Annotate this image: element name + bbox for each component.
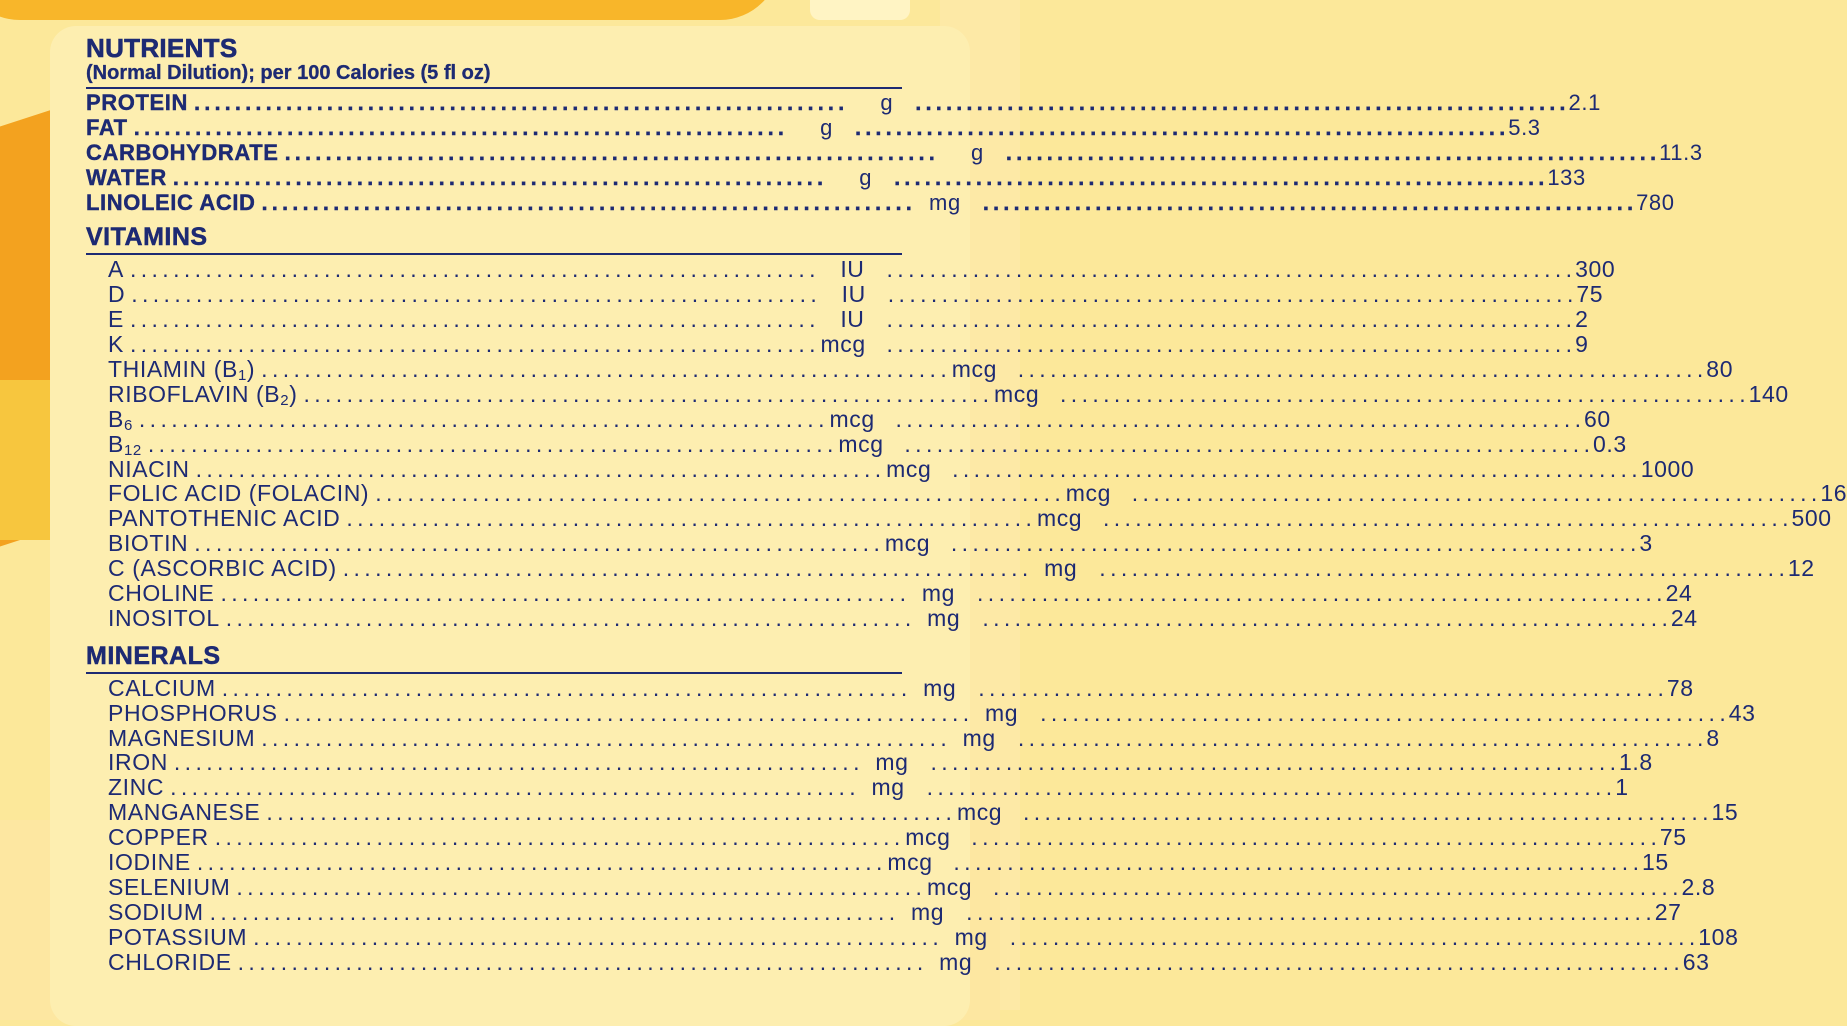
nutrient-row	[86, 699, 1756, 726]
nutrient-unit: mcg	[820, 331, 866, 358]
nutrient-unit: g	[880, 90, 894, 115]
nutrient-row	[86, 405, 1611, 434]
nutrient-label: IRON	[108, 749, 168, 776]
nutrient-row	[86, 555, 1815, 582]
nutrient-unit: mcg	[884, 530, 931, 557]
label-cell	[86, 91, 849, 116]
nutrient-row	[86, 898, 1682, 925]
value-cell	[872, 166, 1586, 191]
nutrient-unit: mg	[911, 898, 945, 925]
value-cell	[893, 91, 1601, 116]
value-cell	[949, 825, 1686, 850]
leader-dots	[883, 257, 1576, 282]
leader-dots	[337, 556, 1034, 581]
nutrient-label: ZINC	[108, 774, 165, 801]
nutrient-row	[86, 824, 1687, 851]
nutrient-row	[86, 530, 1653, 557]
nutrient-label: CHLORIDE	[108, 948, 232, 975]
value-cell	[873, 407, 1610, 432]
leader-dots	[978, 606, 1671, 631]
nutrient-row	[86, 356, 1734, 385]
label-cell	[86, 356, 952, 385]
label-cell	[86, 701, 974, 726]
label-subscript: 2	[280, 391, 290, 409]
page-subtitle: (Normal Dilution); per 100 Calories (5 fl oz)	[86, 62, 491, 84]
nutrient-row	[86, 480, 1847, 507]
nutrient-row	[86, 774, 1629, 801]
label-tail: )	[246, 356, 256, 383]
label-cell	[86, 875, 927, 900]
nutrient-row	[86, 948, 1710, 975]
nutrient-value: 2.8	[1681, 873, 1716, 900]
leader-dots	[1002, 141, 1659, 166]
leader-dots	[962, 900, 1655, 925]
leader-dots	[1056, 382, 1749, 407]
leader-dots	[948, 457, 1641, 482]
nutrient-row	[86, 331, 1589, 358]
leader-dots	[973, 581, 1666, 606]
label-cell	[86, 116, 789, 141]
leader-dots	[967, 825, 1660, 850]
nutrient-unit: mg	[962, 724, 996, 751]
divider	[86, 253, 902, 255]
leader-dots	[247, 925, 944, 950]
nutrient-row	[86, 923, 1739, 950]
leader-dots	[1099, 506, 1792, 531]
label-cell	[86, 407, 829, 432]
nutrient-value: 15	[1711, 799, 1739, 826]
nutrient-row	[86, 873, 1716, 900]
leader-dots	[900, 432, 1593, 457]
nutrient-unit: mg	[1044, 555, 1078, 582]
nutrients-list	[86, 90, 1703, 215]
leader-dots	[851, 116, 1508, 141]
value-cell	[960, 606, 1697, 631]
nutrient-unit: IU	[840, 306, 865, 333]
nutrient-value: 15	[1641, 849, 1669, 876]
leader-dots	[884, 282, 1577, 307]
bg-shape	[0, 0, 780, 20]
label-cell	[86, 556, 1033, 581]
nutrient-label: POTASSIUM	[108, 923, 248, 950]
nutrient-label: PANTOTHENIC ACID	[108, 505, 341, 532]
nutrient-value: 16	[1820, 480, 1847, 507]
leader-dots	[883, 307, 1576, 332]
label-cell	[86, 506, 1037, 531]
value-cell	[1038, 382, 1789, 407]
nutrient-label: A	[108, 256, 124, 283]
nutrient-value: 12	[1787, 555, 1815, 582]
value-cell	[833, 116, 1541, 141]
nutrient-unit: mg	[939, 948, 973, 975]
label-cell	[86, 282, 822, 307]
nutrient-row	[86, 505, 1832, 532]
leader-dots	[974, 676, 1667, 701]
leader-dots	[256, 191, 917, 216]
nutrient-row	[86, 306, 1589, 333]
nutrient-unit: mg	[927, 604, 961, 631]
label-cell	[86, 332, 821, 357]
nutrient-row	[86, 674, 1694, 701]
nutrient-row	[86, 455, 1695, 482]
nutrient-label	[108, 356, 256, 385]
page-title: NUTRIENTS	[86, 33, 238, 63]
leader-dots	[1095, 556, 1788, 581]
leader-dots	[164, 775, 861, 800]
leader-dots	[883, 332, 1576, 357]
nutrient-label: WATER	[86, 164, 167, 190]
nutrient-value: 24	[1665, 580, 1693, 607]
leader-dots	[190, 457, 887, 482]
leader-dots	[124, 332, 821, 357]
nutrient-label: CHOLINE	[108, 580, 215, 607]
value-cell	[865, 257, 1616, 282]
nutrient-value: 78	[1666, 674, 1694, 701]
label-cell	[86, 531, 885, 556]
divider	[86, 87, 902, 89]
nutrient-value: 8	[1706, 724, 1720, 751]
nutrient-value: 5.3	[1508, 114, 1541, 140]
label-cell	[86, 775, 861, 800]
leader-dots	[947, 531, 1640, 556]
nutrient-unit: mcg	[1036, 505, 1083, 532]
nutrient-unit: mcg	[887, 849, 933, 876]
nutrient-unit: mcg	[829, 405, 875, 432]
divider	[86, 672, 902, 674]
leader-dots	[230, 875, 927, 900]
nutrient-label: BIOTIN	[108, 530, 189, 557]
label-cell	[86, 432, 838, 457]
nutrient-row	[86, 114, 1541, 141]
leader-dots	[124, 307, 821, 332]
nutrient-row	[86, 799, 1739, 826]
nutrient-unit: mcg	[926, 873, 973, 900]
leader-dots	[204, 900, 901, 925]
leader-dots	[232, 950, 929, 975]
value-cell	[1077, 556, 1814, 581]
leader-dots	[297, 382, 994, 407]
label-cell	[86, 750, 864, 775]
label-cell	[86, 925, 944, 950]
nutrient-value: 11.3	[1659, 139, 1703, 165]
leader-dots	[989, 875, 1682, 900]
nutrient-unit: mg	[985, 699, 1019, 726]
label-cell	[86, 257, 821, 282]
leader-dots	[911, 91, 1568, 116]
value-cell	[1001, 800, 1738, 825]
label-cell	[86, 800, 957, 825]
minerals-heading: MINERALS	[86, 641, 221, 670]
nutrient-value: 1000	[1640, 455, 1695, 482]
nutrient-value: 60	[1584, 405, 1611, 432]
nutrient-unit: mg	[921, 580, 956, 607]
value-cell	[865, 332, 1589, 357]
value-cell	[956, 676, 1693, 701]
nutrient-value: 27	[1654, 898, 1682, 925]
vitamins-heading: VITAMINS	[86, 223, 208, 252]
nutrient-row	[86, 281, 1604, 308]
value-cell	[930, 457, 1694, 482]
value-cell	[929, 531, 1653, 556]
nutrient-unit: IU	[841, 281, 866, 308]
nutrient-unit: mg	[954, 923, 988, 950]
nutrient-unit: mg	[923, 674, 957, 701]
label-text: B	[108, 405, 124, 432]
minerals-list	[86, 674, 1756, 975]
label-cell	[86, 850, 887, 875]
label-tail: )	[289, 380, 298, 407]
leader-dots	[133, 407, 830, 432]
nutrient-value: 140	[1748, 380, 1789, 407]
leader-dots	[220, 606, 917, 631]
nutrient-label: CALCIUM	[108, 674, 216, 701]
label-cell	[86, 166, 828, 191]
nutrient-label: IODINE	[108, 849, 191, 876]
leader-dots	[255, 357, 952, 382]
nutrient-value: 75	[1659, 824, 1687, 851]
leader-dots	[340, 506, 1037, 531]
leader-dots	[990, 950, 1683, 975]
label-subscript: 12	[123, 441, 142, 459]
nutrient-label: MAGNESIUM	[108, 724, 256, 751]
label-cell	[86, 676, 912, 701]
value-cell	[944, 900, 1681, 925]
value-cell	[971, 875, 1715, 900]
label-subscript: 1	[237, 367, 247, 385]
nutrient-value: 43	[1728, 699, 1756, 726]
leader-dots	[191, 850, 888, 875]
nutrient-row	[86, 380, 1789, 409]
label-cell	[86, 382, 994, 407]
nutrient-value: 1.8	[1619, 749, 1653, 776]
nutrient-label: MANGANESE	[108, 799, 261, 826]
value-cell	[996, 357, 1733, 382]
value-cell	[866, 282, 1603, 307]
nutrient-label: K	[108, 331, 124, 358]
leader-dots	[168, 750, 865, 775]
value-cell	[984, 141, 1703, 166]
leader-dots	[926, 750, 1619, 775]
nutrient-row	[86, 430, 1627, 459]
nutrient-value: 133	[1547, 164, 1586, 190]
leader-dots	[278, 701, 975, 726]
label-text: B	[108, 430, 124, 457]
leader-dots	[124, 257, 821, 282]
leader-dots	[209, 825, 906, 850]
label-cell	[86, 581, 911, 606]
value-cell	[988, 925, 1739, 950]
nutrient-value: 0.3	[1592, 430, 1627, 457]
label-cell	[86, 726, 952, 751]
leader-dots	[923, 775, 1616, 800]
label-cell	[86, 825, 905, 850]
nutrient-row	[86, 90, 1601, 116]
nutrient-unit: mcg	[1065, 480, 1112, 507]
nutrient-unit: g	[820, 114, 833, 140]
leader-dots	[188, 531, 885, 556]
value-cell	[931, 850, 1668, 875]
leader-dots	[279, 141, 940, 166]
nutrient-label	[108, 382, 297, 407]
nutrient-unit: mcg	[838, 430, 884, 457]
nutrient-label: FOLIC ACID (FOLACIN)	[108, 480, 370, 507]
nutrient-row	[86, 189, 1675, 216]
leader-dots	[216, 676, 913, 701]
label-cell	[86, 191, 917, 216]
label-cell	[86, 900, 900, 925]
nutrient-unit: mcg	[951, 356, 997, 383]
nutrient-unit: mg	[875, 749, 909, 776]
nutrient-label: LINOLEIC ACID	[86, 189, 256, 215]
nutrient-label: C (ASCORBIC ACID)	[108, 555, 337, 582]
nutrient-row	[86, 139, 1703, 166]
label-cell	[86, 606, 916, 631]
value-cell	[905, 775, 1629, 800]
label-cell	[86, 457, 886, 482]
nutrient-label: COPPER	[108, 824, 209, 851]
nutrient-value: 9	[1575, 331, 1589, 358]
leader-dots	[125, 282, 822, 307]
nutrient-row	[86, 256, 1616, 283]
nutrient-label: SELENIUM	[108, 873, 231, 900]
value-cell	[1110, 481, 1847, 506]
leader-dots	[1036, 701, 1729, 726]
nutrient-value: 500	[1791, 505, 1832, 532]
label-text: THIAMIN (B	[108, 356, 238, 383]
value-cell	[1081, 506, 1832, 531]
leader-dots	[369, 481, 1066, 506]
value-cell	[908, 750, 1652, 775]
nutrient-label: CARBOHYDRATE	[86, 139, 279, 165]
value-cell	[1018, 701, 1755, 726]
nutrient-value: 75	[1576, 281, 1604, 308]
nutrient-value: 300	[1575, 256, 1616, 283]
nutrient-value: 80	[1706, 356, 1734, 383]
nutrient-value: 2	[1575, 306, 1589, 333]
bg-shape	[810, 0, 910, 20]
leader-dots	[890, 166, 1547, 191]
nutrient-row	[86, 580, 1693, 607]
leader-dots	[1006, 925, 1699, 950]
nutrient-unit: mg	[929, 189, 961, 215]
value-cell	[882, 432, 1626, 457]
nutrient-row	[86, 164, 1586, 191]
leader-dots	[167, 166, 828, 191]
nutrient-unit: mcg	[905, 824, 951, 851]
nutrient-unit: mcg	[886, 455, 932, 482]
nutrient-row	[86, 849, 1669, 876]
nutrient-row	[86, 724, 1720, 751]
nutrient-value: 108	[1698, 923, 1739, 950]
nutrient-label: PROTEIN	[86, 90, 188, 115]
leader-dots	[1014, 726, 1707, 751]
label-cell	[86, 950, 928, 975]
nutrient-label: SODIUM	[108, 898, 204, 925]
leader-dots	[891, 407, 1584, 432]
nutrition-facts	[86, 33, 1847, 975]
nutrient-value: 3	[1639, 530, 1653, 557]
nutrient-label: D	[108, 281, 126, 308]
vitamins-list	[86, 256, 1847, 631]
leader-dots	[260, 800, 957, 825]
nutrient-label: NIACIN	[108, 455, 190, 482]
nutrient-unit: g	[971, 139, 984, 165]
value-cell	[972, 950, 1709, 975]
nutrient-label: E	[108, 306, 124, 333]
label-cell	[86, 307, 821, 332]
leader-dots	[255, 726, 952, 751]
nutrient-label: PHOSPHORUS	[108, 699, 278, 726]
leader-dots	[1014, 357, 1707, 382]
value-cell	[865, 307, 1589, 332]
nutrient-value: 63	[1682, 948, 1710, 975]
nutrient-row	[86, 749, 1653, 776]
nutrient-label: FAT	[86, 114, 128, 140]
leader-dots	[188, 91, 849, 116]
nutrient-value: 780	[1636, 189, 1675, 215]
value-cell	[996, 726, 1720, 751]
nutrient-value: 2.1	[1568, 90, 1601, 115]
leader-dots	[128, 116, 789, 141]
value-cell	[961, 191, 1675, 216]
nutrient-value: 1	[1615, 774, 1629, 801]
nutrient-label: INOSITOL	[108, 604, 220, 631]
nutrient-value: 24	[1670, 604, 1698, 631]
nutrient-unit: g	[859, 164, 873, 190]
leader-dots	[214, 581, 911, 606]
nutrient-row	[86, 604, 1698, 631]
label-cell	[86, 481, 1066, 506]
leader-dots	[1019, 800, 1712, 825]
leader-dots	[979, 191, 1636, 216]
nutrient-label	[108, 432, 142, 457]
leader-dots	[142, 432, 839, 457]
value-cell	[955, 581, 1692, 606]
nutrient-label	[108, 407, 133, 432]
leader-dots	[949, 850, 1642, 875]
label-text: RIBOFLAVIN (B	[108, 380, 281, 407]
leader-dots	[1128, 481, 1821, 506]
label-subscript: 6	[123, 416, 133, 434]
nutrient-unit: mcg	[956, 799, 1003, 826]
nutrient-unit: IU	[840, 256, 865, 283]
nutrient-unit: mcg	[994, 380, 1040, 407]
label-cell	[86, 141, 940, 166]
nutrient-unit: mg	[871, 774, 905, 801]
